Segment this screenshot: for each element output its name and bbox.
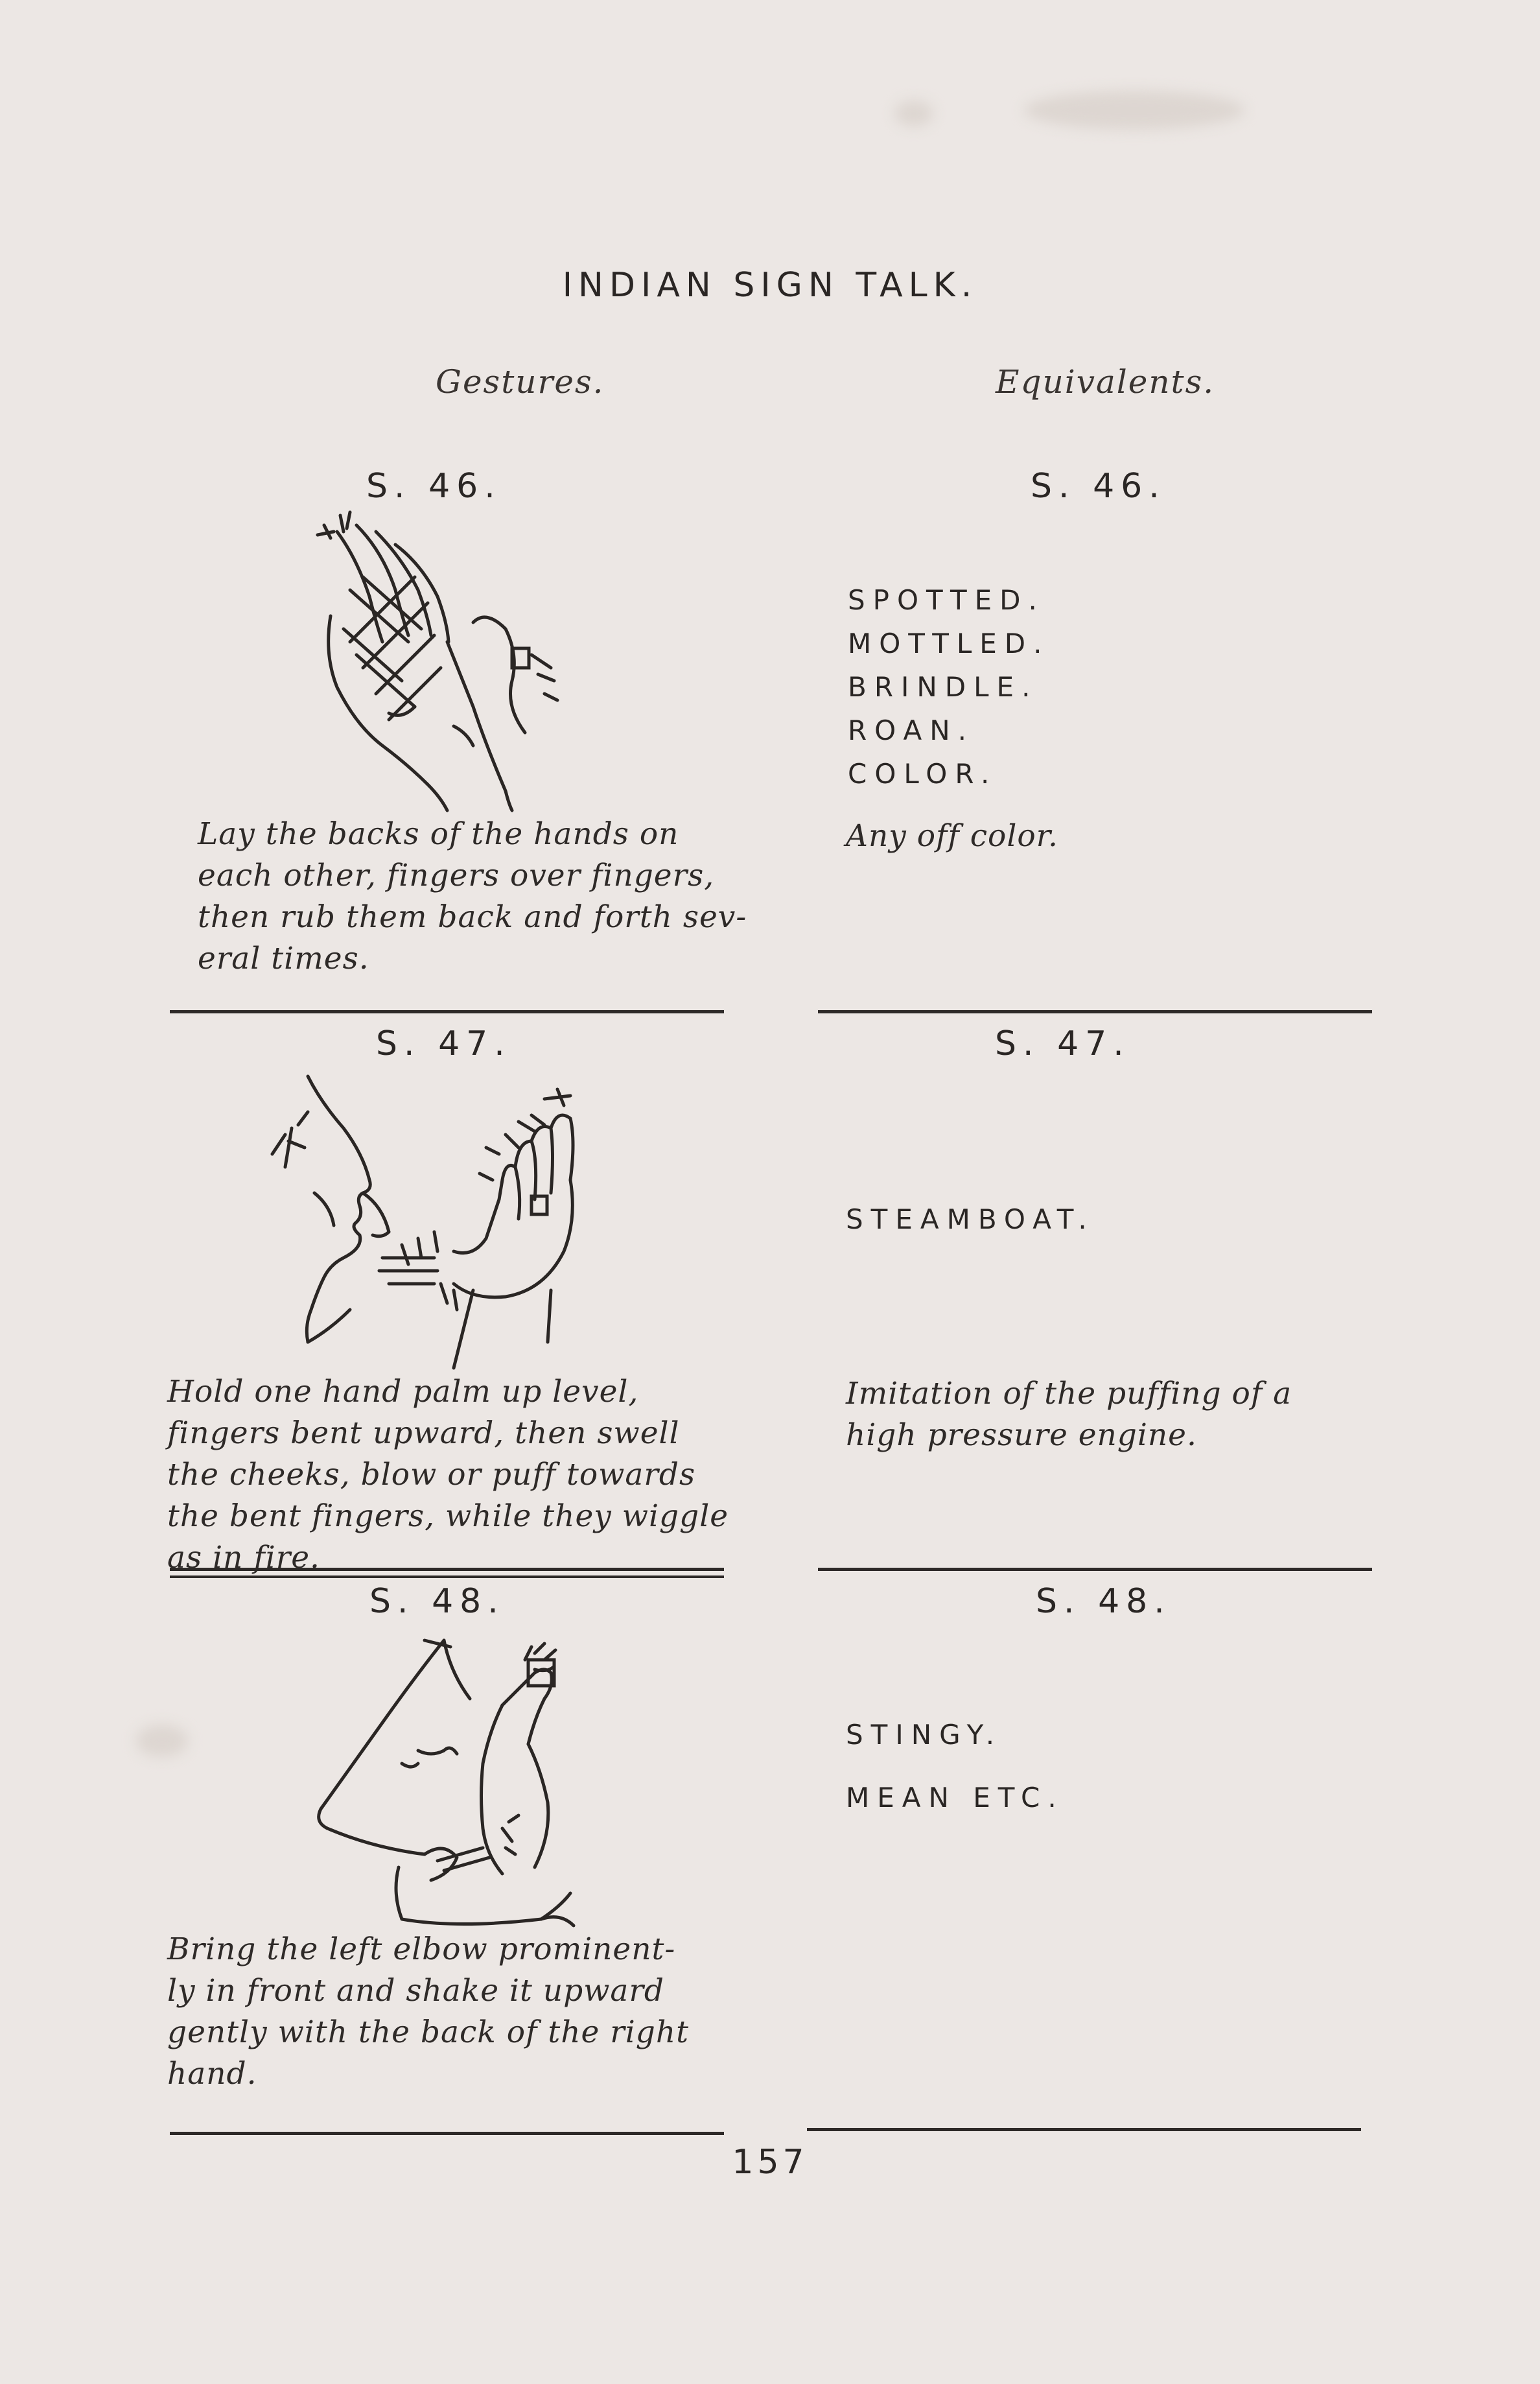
sign-description-s48 <box>167 1929 689 2095</box>
description-line: ly in front and shake it upward <box>167 1973 665 2009</box>
note-line: Imitation of the puffing of a <box>846 1376 1292 1411</box>
sign-number-s48: S. 48. <box>369 1582 505 1621</box>
sign-number-s46: S. 46. <box>366 467 502 506</box>
sign-number-s46-right: S. 46. <box>1031 467 1166 506</box>
description-line: each other, fingers over fingers, <box>198 858 715 893</box>
sign-number-s47-right: S. 47. <box>995 1024 1130 1063</box>
equivalent-note-s47 <box>846 1373 1397 1456</box>
equivalent-note-s46: Any off color. <box>846 818 1058 854</box>
sign-number-s47: S. 47. <box>376 1024 511 1063</box>
page-title: INDIAN SIGN TALK. <box>562 266 978 305</box>
equivalent-term: MOTTLED. <box>848 628 1050 659</box>
equivalent-term: STINGY. <box>846 1719 1003 1751</box>
section-divider <box>170 1576 724 1578</box>
section-divider <box>818 1568 1372 1571</box>
section-divider <box>818 1010 1372 1013</box>
description-line: eral times. <box>198 941 369 976</box>
section-divider <box>807 2128 1361 2131</box>
description-line: the cheeks, blow or puff towards <box>167 1457 696 1493</box>
equivalent-term: COLOR. <box>848 758 998 790</box>
description-line: Bring the left elbow prominent- <box>167 1931 676 1967</box>
overlapping-hands-illustration <box>311 512 596 817</box>
equivalent-term: BRINDLE. <box>848 671 1038 703</box>
description-line: fingers bent upward, then swell <box>167 1415 680 1451</box>
description-line: Lay the backs of the hands on <box>198 816 679 852</box>
description-line: hand. <box>167 2056 257 2092</box>
note-line: high pressure engine. <box>846 1417 1197 1453</box>
description-line: gently with the back of the right <box>167 2014 689 2050</box>
equivalents-header: Equivalents. <box>996 363 1215 401</box>
page-stain <box>136 1725 188 1757</box>
equivalent-term: SPOTTED. <box>848 584 1045 616</box>
description-line: then rub them back and forth sev- <box>198 899 747 935</box>
equivalent-term: ROAN. <box>848 714 975 746</box>
sign-description-s47 <box>167 1371 729 1579</box>
page-stain <box>894 100 933 126</box>
face-blowing-on-fingers-illustration <box>259 1076 648 1368</box>
sign-description-s46 <box>198 814 747 980</box>
equivalent-term: STEAMBOAT. <box>846 1203 1095 1235</box>
elbow-shake-illustration <box>288 1634 625 1939</box>
description-line: as in fire. <box>167 1540 320 1576</box>
description-line: the bent fingers, while they wiggle <box>167 1498 729 1534</box>
section-divider <box>170 1568 724 1571</box>
gestures-header: Gestures. <box>436 363 605 401</box>
page-stain <box>1024 91 1244 130</box>
description-line: Hold one hand palm up level, <box>167 1374 639 1410</box>
section-divider <box>170 1010 724 1013</box>
section-divider <box>170 2132 724 2135</box>
equivalent-term: MEAN ETC. <box>846 1782 1064 1813</box>
page-number: 157 <box>732 2143 808 2182</box>
sign-number-s48-right: S. 48. <box>1036 1582 1171 1621</box>
